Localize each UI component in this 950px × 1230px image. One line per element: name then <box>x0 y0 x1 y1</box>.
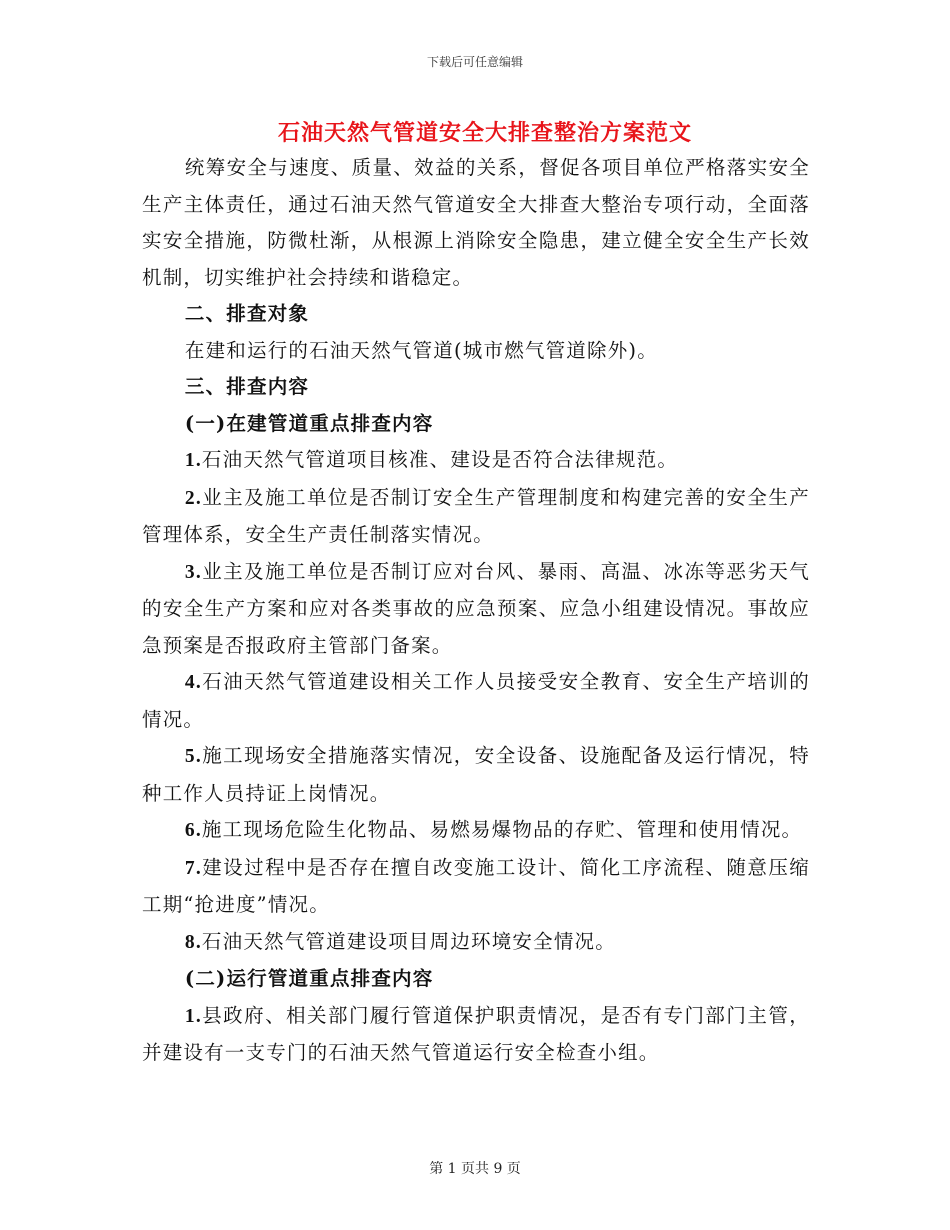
list-item: 6.施工现场危险生化物品、易燃易爆物品的存贮、管理和使用情况。 <box>184 818 803 841</box>
list-item: 7.建设过程中是否存在擅自改变施工设计、简化工序流程、随意压缩工期“抢进度”情况。 <box>142 855 810 916</box>
list-item: 5.施工现场安全措施落实情况，安全设备、设施配备及运行情况，特种工作人员持证上岗情况。 <box>142 744 810 805</box>
section-heading-content: 三、排查内容 <box>184 375 310 398</box>
page-header: 下载后可任意编辑 <box>426 55 523 69</box>
section-heading-targets: 二、排查对象 <box>184 302 310 325</box>
list-item: 1.县政府、相关部门履行管道保护职责情况，是否有专门部门主管，并建设有一支专门的石油天然气管道运行安全检查小组。 <box>142 1003 810 1064</box>
targets-paragraph: 在建和运行的石油天然气管道(城市燃气管道除外)。 <box>184 338 658 362</box>
list-item: 2.业主及施工单位是否制订安全生产管理制度和构建完善的安全生产管理体系，安全生产责任制落实情况。 <box>142 485 810 546</box>
list-item: 3.业主及施工单位是否制订应对台风、暴雨、高温、冰冻等恶劣天气的安全生产方案和应对各类事故的应急预案、应急小组建设情况。事故应急预案是否报政府主管部门备案。 <box>142 559 810 657</box>
page-footer: 第 1 页共 9 页 <box>429 1161 521 1177</box>
intro-paragraph: 统筹安全与速度、质量、效益的关系，督促各项目单位严格落实安全生产主体责任，通过石油天然气管道安全大排查大整治专项行动，全面落实安全措施，防微杜渐，从根源上消除安全隐患，建立健全安全生产长效机制，切实维护社会持续和谐稳定。 <box>142 156 810 289</box>
document-title: 石油天然气管道安全大排查整治方案范文 <box>277 120 692 146</box>
list-item: 1.石油天然气管道项目核准、建设是否符合法律规范。 <box>184 448 679 471</box>
document-body <box>142 150 810 1072</box>
list-item: 4.石油天然气管道建设相关工作人员接受安全教育、安全生产培训的情况。 <box>142 670 810 731</box>
subsection-heading-construction: (一)在建管道重点排查内容 <box>184 411 434 435</box>
subsection-heading-operation: (二)运行管道重点排查内容 <box>184 967 434 990</box>
list-item: 8.石油天然气管道建设项目周边环境安全情况。 <box>184 929 616 953</box>
